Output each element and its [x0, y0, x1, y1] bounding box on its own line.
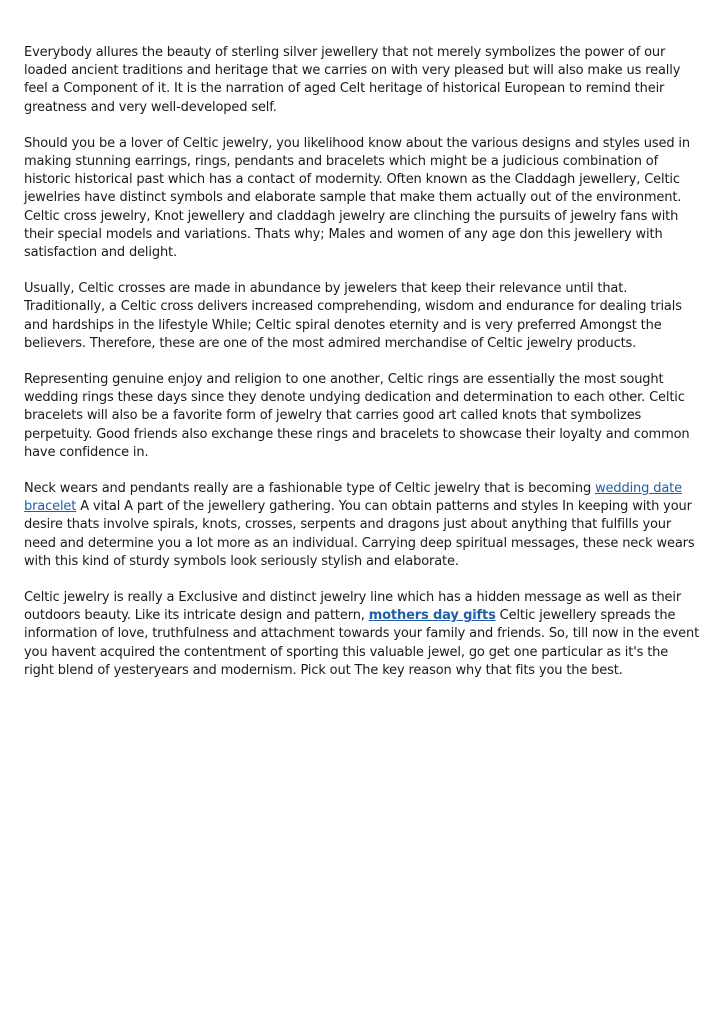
wedding-date-bracelet-link[interactable]: wedding date bracelet: [24, 481, 682, 515]
paragraph-1: Everybody allures the beauty of sterling silver jewellery that not merely symbolizes the power of our loaded ancient traditions and heritage that we carries on with very pleased but will also make us really feel a Component of it. It is the narration of aged Celt heritage of historical European to remind their greatness and very well-developed self.: [24, 45, 681, 115]
paragraph-6-text-after: Celtic jewellery spreads the information of love, truthfulness and attachment towards your family and friends. So, till now in the event you havent acquired the contentment of sporting this valuable jewel, go get one particular as it's the right blend of yesteryears and modernism. Pick out The key reason why that fits you the best.: [24, 608, 700, 678]
paragraph-5: [24, 480, 700, 571]
paragraph-3: Usually, Celtic crosses are made in abundance by jewelers that keep their relevance until that. Traditionally, a Celtic cross delivers increased comprehending, wisdom and endurance for dealing trials and hardships in the lifestyle While; Celtic spiral denotes eternity and is very preferred Amongst the believers. Therefore, these are one of the most admired merchandise of Celtic jewelry products.: [24, 281, 682, 351]
paragraph-6-text-before: Celtic jewelry is really a Exclusive and distinct jewelry line which has a hidden message as well as their outdoors beauty. Like its intricate design and pattern,: [24, 590, 682, 624]
paragraph-2: Should you be a lover of Celtic jewelry, you likelihood know about the various designs and styles used in making stunning earrings, rings, pendants and bracelets which might be a judicious combination of historic historical past which has a contact of modernity. Often known as the Claddagh jewellery, Celtic jewelries have distinct symbols and elaborate sample that make them actually out of the environment. Celtic cross jewelry, Knot jewellery and claddagh jewelry are clinching the pursuits of jewelry fans with their special models and variations. Thats why; Males and women of any age don this jewellery with satisfaction and delight.: [24, 135, 690, 261]
paragraph-6: [24, 589, 700, 680]
paragraph-4: Representing genuine enjoy and religion to one another, Celtic rings are essentially the most sought wedding rings these days since they denote undying dedication and determination to each other. Celtic bracelets will also be a favorite form of jewelry that carries good art called knots that symbolizes perpetuity. Good friends also exchange these rings and bracelets to showcase their loyalty and common have confidence in.: [24, 372, 690, 460]
paragraph-5-text-after: A vital A part of the jewellery gathering. You can obtain patterns and styles In keeping with your desire thats involve spirals, knots, crosses, serpents and dragons just about anything that fulfills your need and determine you a lot more as an individual. Carrying deep spiritual messages, these neck wears with this kind of sturdy symbols look seriously stylish and elaborate.: [24, 499, 695, 569]
mothers-day-gifts-link[interactable]: mothers day gifts: [368, 608, 496, 624]
document-body: [24, 44, 700, 698]
paragraph-5-text-before: Neck wears and pendants really are a fashionable type of Celtic jewelry that is becoming: [24, 481, 596, 497]
